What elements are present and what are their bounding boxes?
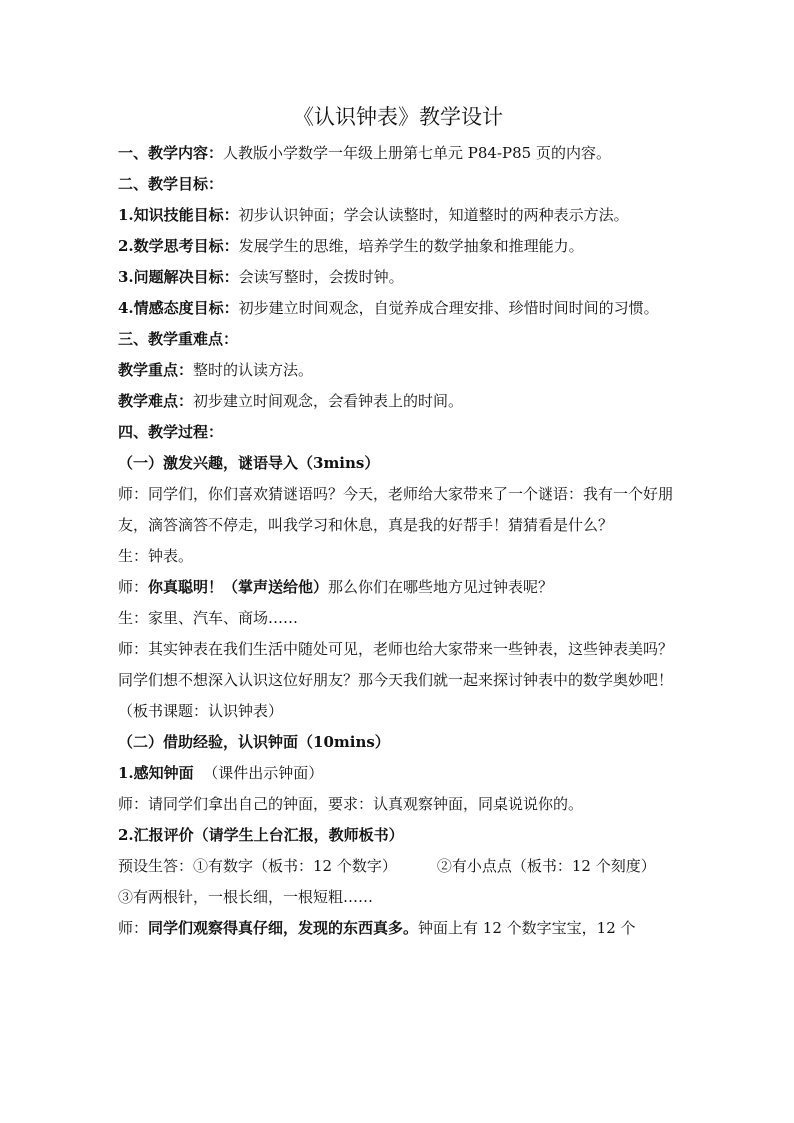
goal-text: 会读写整时，会拨时钟。 (238, 268, 404, 286)
dialogue-text: 那么你们在哪些地方见过钟表呢？ (328, 578, 554, 596)
dialogue-text: 钟面上有 12 个数字宝宝，12 个 (418, 919, 636, 937)
emphasis-text: 同学们观察得真仔细，发现的东西真多。 (148, 919, 419, 937)
keypoint-label: 教学难点： (118, 392, 194, 410)
dialogue-teacher-riddle: 师：同学们，你们喜欢猜谜语吗？今天，老师给大家带来了一个谜语：我有一个好朋友，滴答滴答不停走，叫我学习和休息，真是我的好帮手！猜猜看是什么？ (118, 485, 674, 534)
preset-answer-3: ③有两根针，一根长细，一根短粗…… (118, 888, 374, 906)
dialogue-teacher-summary (118, 913, 678, 944)
document-title: 《认识钟表》教学设计 (293, 105, 503, 129)
section-goals-heading: 二、教学目标： (118, 175, 224, 193)
keypoint-text: 初步建立时间观念，会看钟表上的时间。 (193, 392, 464, 410)
section-text: 人教版小学数学一年级上册第七单元 P84-P85 页的内容。 (223, 144, 611, 162)
goal-text: 发展学生的思维，培养学生的数学抽象和推理能力。 (238, 237, 584, 255)
section-process-heading: 四、教学过程： (118, 423, 224, 441)
dialogue-teacher-observe: 师：请同学们拿出自己的钟面，要求：认真观察钟面，同桌说说你的。 (118, 795, 584, 813)
dialogue-teacher-praise (118, 572, 678, 603)
goal-label: 2.数学思考目标： (118, 237, 239, 255)
dialogue-student-answer: 生：钟表。 (118, 547, 194, 565)
goal-label: 3.问题解决目标： (118, 268, 239, 286)
goal-label: 1.知识技能目标： (118, 206, 239, 224)
step-text: （课件出示钟面） (203, 764, 324, 782)
goal-attitude (118, 293, 678, 324)
keypoint-focus (118, 355, 678, 386)
dialogue-student-places: 生：家里、汽车、商场…… (118, 609, 299, 627)
keypoint-difficulty (118, 386, 678, 417)
step-report-evaluate: 2.汇报评价（请学生上台汇报，教师板书） (118, 826, 404, 844)
section-keypoints-heading: 三、教学重难点： (118, 330, 239, 348)
section-label: 一、教学内容： (118, 144, 224, 162)
preset-answer-1: 预设生答：①有数字（板书：12 个数字） (118, 857, 397, 875)
emphasis-text: 你真聪明！（掌声送给他） (148, 578, 329, 596)
dialogue-teacher-intro: 师：其实钟表在我们生活中随处可见，老师也给大家带来一些钟表，这些钟表美吗？同学们想不想深入认识这位好朋友？那今天我们就一起来探讨钟表中的数学奥妙吧！（板书课题：认识钟表） (118, 640, 674, 720)
step-perceive-clockface (118, 758, 678, 789)
goal-thinking (118, 231, 678, 262)
goal-knowledge (118, 200, 678, 231)
section-content (118, 138, 678, 169)
speaker: 师： (118, 919, 149, 937)
goal-label: 4.情感态度目标： (118, 299, 239, 317)
preset-answers-row (118, 851, 678, 882)
keypoint-label: 教学重点： (118, 361, 194, 379)
step-label: 1.感知钟面 (118, 764, 194, 782)
goal-problem-solving (118, 262, 678, 293)
goal-text: 初步建立时间观念，自觉养成合理安排、珍惜时间时间的习惯。 (238, 299, 659, 317)
speaker: 师： (118, 578, 149, 596)
document-page (118, 100, 678, 944)
preset-answer-2: ②有小点点（板书：12 个刻度） (436, 857, 656, 875)
goal-text: 初步认识钟面；学会认读整时，知道整时的两种表示方法。 (238, 206, 629, 224)
process-part-two-heading: （二）借助经验，认识钟面（10mins） (118, 733, 390, 751)
process-part-one-heading: （一）激发兴趣，谜语导入（3mins） (118, 454, 380, 472)
keypoint-text: 整时的认读方法。 (193, 361, 314, 379)
